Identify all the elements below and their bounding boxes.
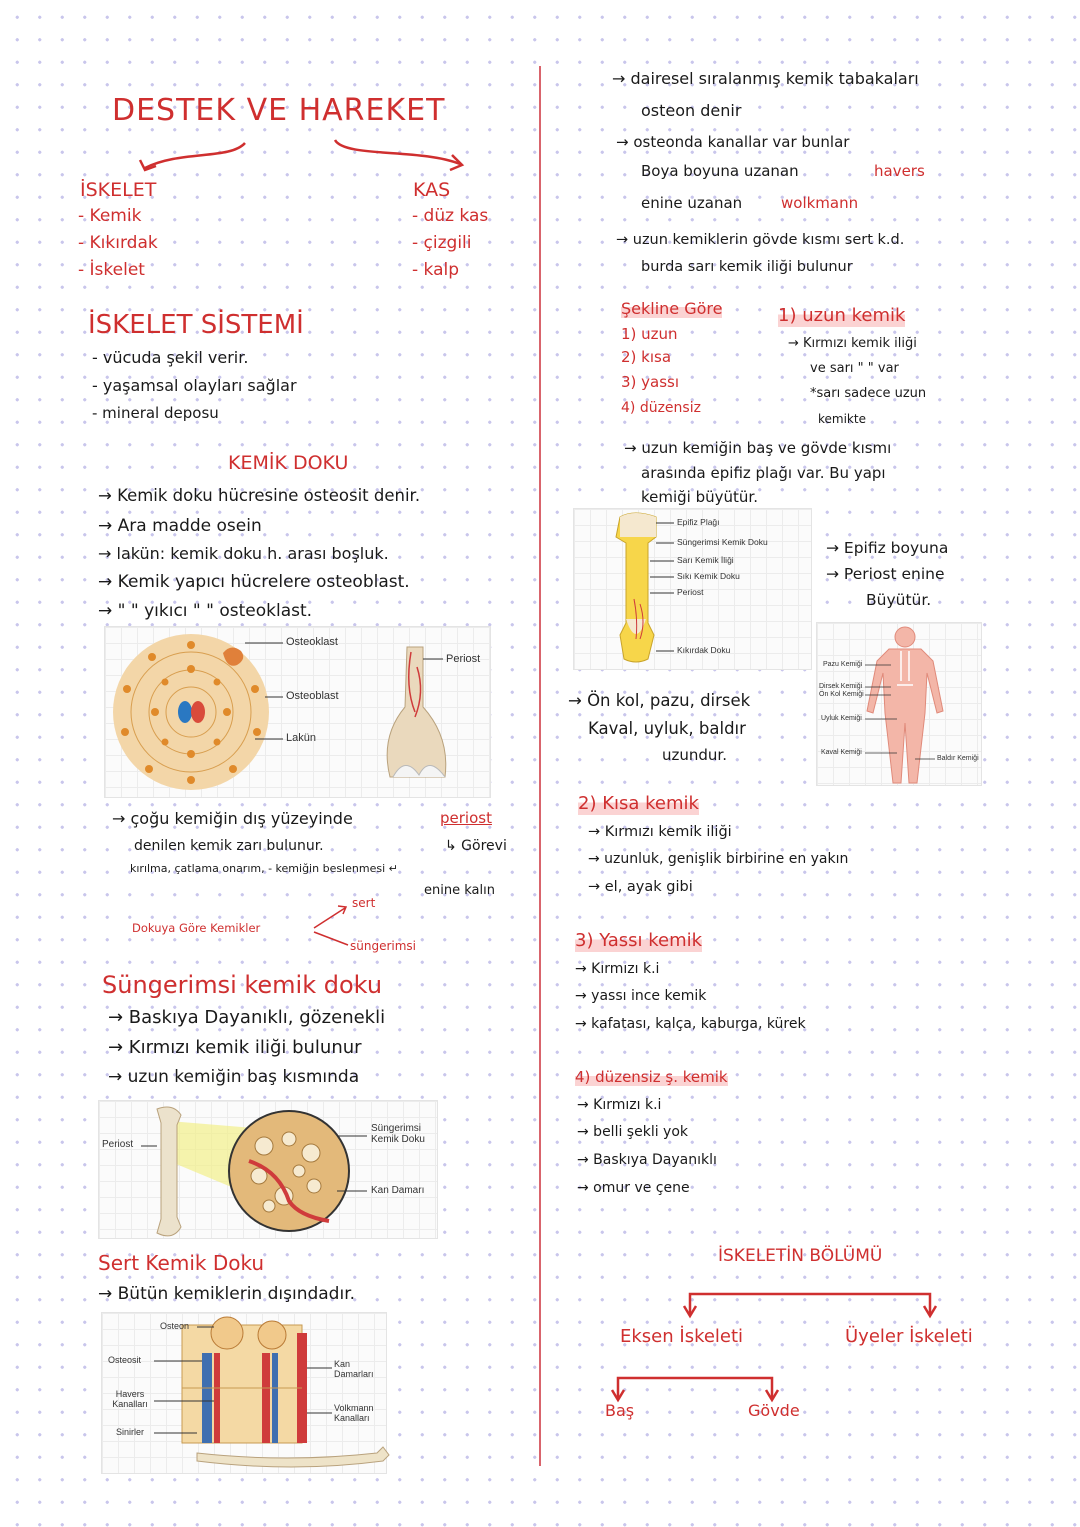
osteon-note-line: → uzun kemiklerin gövde kısmı sert k.d.: [616, 232, 905, 248]
label-onkol: Ön Kol Kemiği: [819, 691, 864, 698]
growth-line: → Periost enine: [826, 565, 945, 583]
uzun-example-line: uzundur.: [662, 746, 727, 764]
sert-heading: Sert Kemik Doku: [98, 1251, 265, 1275]
osteon-cells-figure: [104, 626, 491, 798]
osteon-cells-drawing: [105, 627, 490, 797]
yassi-kemik-item: → Kırmızı k.i: [575, 961, 660, 977]
sert-item: → Bütün kemiklerin dışındadır.: [98, 1284, 356, 1304]
label-kan-damari: Kan Damarı: [371, 1185, 425, 1196]
sekline-gore-heading: Şekline Göre: [621, 299, 723, 318]
label-sari-ilik: Sarı Kemik İliği: [677, 555, 734, 565]
osteon-note-line: Boya boyuna uzanan: [641, 162, 799, 180]
growth-line: Büyütür.: [866, 591, 932, 609]
periost-note-line: denilen kemik zarı bulunur.: [134, 838, 324, 854]
duzensiz-kemik-heading: 4) düzensiz ş. kemik: [575, 1068, 728, 1086]
label-osteon: Osteon: [160, 1321, 190, 1331]
label-kikirdak: Kıkırdak Doku: [677, 645, 731, 655]
kemik-doku-heading: KEMİK DOKU: [228, 452, 349, 474]
label-pazu: Pazu Kemiği: [823, 661, 863, 668]
periost-note-line: → çoğu kemiğin dış yüzeyinde: [112, 809, 353, 828]
periost-term: periost: [440, 809, 492, 827]
kas-heading: KAS: [413, 179, 451, 201]
uzun-example-line: Kaval, uyluk, baldır: [588, 719, 746, 738]
label-lakun: Lakün: [286, 732, 316, 744]
periost-note-line: kırılma, çatlama onarım, - kemiğin beslenmesi ↵: [130, 862, 398, 875]
duzensiz-kemik-item: → omur ve çene: [577, 1180, 690, 1196]
iskelet-heading: İSKELET: [80, 179, 157, 201]
label-sinirler: Sinirler: [116, 1427, 145, 1437]
label-osteoblast: Osteoblast: [286, 690, 339, 702]
iskelet-sistemi-item: - mineral deposu: [92, 404, 219, 422]
label-epifiz: Epifiz Plağı: [677, 517, 720, 527]
kisa-kemik-item: → uzunluk, genişlik birbirine en yakın: [588, 851, 849, 867]
dokuya-gore-sungerimsi: süngerimsi: [350, 939, 417, 953]
label-osteoklast: Osteoklast: [286, 636, 338, 648]
iskelet-sistemi-item: - yaşamsal olayları sağlar: [92, 376, 297, 395]
kemik-doku-item: → Kemik doku hücresine osteosit denir.: [98, 486, 421, 505]
kemik-doku-item: → Ara madde osein: [98, 516, 262, 536]
page-title: DESTEK VE HAREKET: [112, 93, 446, 128]
label-siki: Sıkı Kemik Doku: [677, 571, 740, 581]
iskelet-sistemi-item: - vücuda şekil verir.: [92, 348, 249, 367]
periost-note-line: enine kalın: [424, 883, 495, 898]
sungerimsi-heading: Süngerimsi kemik doku: [102, 971, 383, 999]
label-volkmann: Volkmann Kanalları: [334, 1403, 374, 1423]
duzensiz-kemik-item: → Baskıya Dayanıklı: [577, 1152, 717, 1168]
kemik-doku-item: → lakün: kemik doku h. arası boşluk.: [98, 544, 389, 563]
sert-figure: [101, 1312, 387, 1474]
yassi-kemik-heading: 3) Yassı kemik: [575, 930, 703, 951]
osteon-note-line: burda sarı kemik iliği bulunur: [641, 259, 853, 275]
yassi-kemik-item: → kafatası, kalça, kaburga, kürek: [575, 1016, 806, 1032]
osteon-note-line: → osteonda kanallar var bunlar: [616, 133, 850, 151]
kas-item: - çizgili: [412, 233, 472, 253]
iskelet-sistemi-heading: İSKELET SİSTEMİ: [88, 310, 304, 340]
epifiz-note-line: → uzun kemiğin baş ve gövde kısmı: [624, 439, 892, 457]
label-periost: Periost: [677, 587, 704, 597]
label-sungerimsi: Süngerimsi Kemik Doku: [677, 537, 768, 547]
uyeler-iskeleti: Üyeler İskeleti: [845, 1326, 973, 1347]
sungerimsi-item: → Baskıya Dayanıklı, gözenekli: [108, 1007, 386, 1028]
eksen-iskeleti: Eksen İskeleti: [620, 1326, 744, 1347]
uzun-kemik-line: → Kırmızı kemik iliği: [788, 336, 917, 351]
sekline-gore-item: 4) düzensiz: [621, 400, 701, 416]
sekline-gore-item: 3) yassı: [621, 373, 680, 391]
iskeletin-bolumu-heading: İSKELETİN BÖLÜMÜ: [718, 1246, 883, 1266]
periost-gorevi: ↳ Görevi: [445, 838, 507, 854]
osteon-note-line: → dairesel sıralanmış kemik tabakaları: [612, 69, 919, 88]
body-figure: [816, 622, 982, 786]
label-periost: Periost: [102, 1139, 134, 1150]
kemik-doku-item: → " " yıkıcı " " osteoklast.: [98, 601, 313, 621]
govde: Gövde: [748, 1401, 800, 1420]
label-periost: Periost: [446, 653, 481, 665]
sungerimsi-item: → Kırmızı kemik iliği bulunur: [108, 1037, 362, 1058]
kisa-kemik-item: → el, ayak gibi: [588, 879, 693, 895]
sungerimsi-drawing: [99, 1101, 437, 1238]
uzun-kemik-line: kemikte: [818, 412, 866, 426]
kemik-doku-item: → Kemik yapıcı hücrelere osteoblast.: [98, 572, 410, 592]
label-kaval: Kaval Kemiği: [821, 749, 862, 756]
uzun-example-line: → Ön kol, pazu, dirsek: [568, 691, 751, 710]
label-sungerimsi: Süngerimsi Kemik Doku: [371, 1123, 425, 1145]
iskelet-item: - Kemik: [78, 206, 142, 226]
label-baldir: Baldır Kemiği: [937, 755, 979, 762]
uzun-kemik-heading: 1) uzun kemik: [778, 305, 906, 326]
dokuya-gore-label: Dokuya Göre Kemikler: [132, 921, 261, 935]
uzun-kemik-line: *sarı sadece uzun: [810, 386, 927, 401]
osteon-note-line: osteon denir: [641, 101, 742, 120]
bas: Baş: [605, 1401, 635, 1420]
sekline-gore-item: 2) kısa: [621, 348, 672, 366]
yassi-kemik-item: → yassı ince kemik: [575, 988, 707, 1004]
column-divider: [539, 66, 541, 1466]
label-uyluk: Uyluk Kemiği: [821, 715, 862, 722]
sungerimsi-figure: [98, 1100, 438, 1239]
label-havers: Havers Kanalları: [112, 1389, 148, 1409]
havers-term: havers: [874, 162, 925, 180]
label-kan-damarlari: Kan Damarları: [334, 1359, 374, 1379]
label-osteosit: Osteosit: [108, 1355, 142, 1365]
kas-item: - düz kas: [412, 206, 489, 226]
osteon-note-line: enine uzanan: [641, 194, 743, 212]
duzensiz-kemik-item: → belli şekli yok: [577, 1124, 689, 1140]
epifiz-note-line: arasında epifiz plağı var. Bu yapı: [641, 464, 886, 482]
bolumu-tree: [0, 0, 1, 1]
epifiz-note-line: kemiği büyütür.: [641, 488, 758, 506]
kisa-kemik-heading: 2) Kısa kemik: [578, 793, 699, 814]
kisa-kemik-item: → Kırmızı kemik iliği: [588, 824, 732, 840]
wolkmann-term: wolkmann: [781, 194, 859, 212]
kas-item: - kalp: [412, 260, 460, 280]
duzensiz-kemik-item: → Kırmızı k.i: [577, 1097, 662, 1113]
iskelet-item: - Kıkırdak: [78, 233, 158, 253]
uzun-kemik-figure: [573, 508, 812, 670]
uzun-kemik-line: ve sarı " " var: [810, 361, 899, 376]
sekline-gore-item: 1) uzun: [621, 325, 678, 343]
sungerimsi-item: → uzun kemiğin baş kısmında: [108, 1067, 360, 1087]
iskelet-item: - İskelet: [78, 260, 145, 280]
label-dirsek: Dirsek Kemiği: [819, 683, 863, 690]
growth-line: → Epifiz boyuna: [826, 539, 949, 557]
dokuya-gore-sert: sert: [352, 896, 376, 910]
